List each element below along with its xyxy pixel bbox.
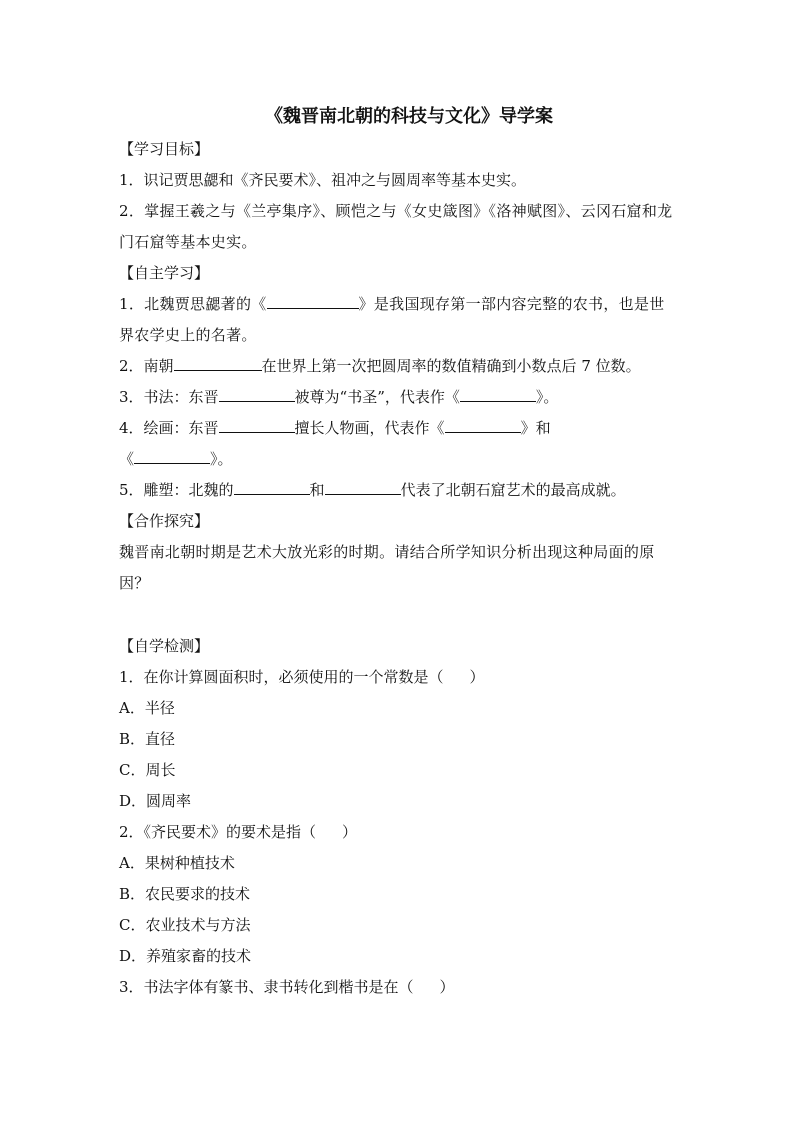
option-c[interactable]: C．周长 bbox=[119, 761, 176, 779]
fill-blank[interactable] bbox=[134, 447, 210, 464]
question-text: 擅长人物画，代表作《 bbox=[294, 419, 445, 437]
goal-item-2: 2．掌握王羲之与《兰亭集序》、顾恺之与《女史箴图》《洛神赋图》、云冈石窟和龙门石窟等基本史实。 bbox=[119, 202, 673, 251]
question-stem: 2．《齐民要术》的要术是指（ bbox=[119, 823, 317, 841]
question-text: 被尊为“书圣”，代表作《 bbox=[294, 388, 460, 406]
worksheet-page bbox=[119, 100, 679, 1003]
question-text: 3．书法：东晋 bbox=[119, 388, 219, 406]
section-heading-self-study: 【自主学习】 bbox=[119, 264, 210, 282]
fill-blank[interactable] bbox=[460, 385, 536, 402]
question-text: 》和 bbox=[520, 419, 551, 437]
self-study-question-2 bbox=[119, 351, 679, 382]
section-heading-goals: 【学习目标】 bbox=[119, 140, 210, 158]
check-question-1 bbox=[119, 662, 679, 693]
question-text: 《 bbox=[119, 450, 135, 468]
section-heading-cooperate: 【合作探究】 bbox=[119, 512, 210, 530]
check-question-2 bbox=[119, 817, 679, 848]
question-text: 2．南朝 bbox=[119, 357, 174, 375]
question-text: 4．绘画：东晋 bbox=[119, 419, 219, 437]
option-d[interactable]: D．圆周率 bbox=[119, 792, 192, 810]
check-question-3 bbox=[119, 972, 679, 1003]
self-study-question-3 bbox=[119, 382, 679, 413]
option-c[interactable]: C．农业技术与方法 bbox=[119, 916, 251, 934]
paren-close: ） bbox=[469, 668, 485, 686]
question-text: 和 bbox=[309, 481, 325, 499]
self-study-question-5 bbox=[119, 475, 679, 506]
question-text: 5．雕塑：北魏的 bbox=[119, 481, 234, 499]
fill-blank[interactable] bbox=[219, 416, 295, 433]
question-stem: 3．书法字体有篆书、隶书转化到楷书是在（ bbox=[119, 978, 414, 996]
fill-blank[interactable] bbox=[174, 354, 262, 371]
option-a[interactable]: A．半径 bbox=[119, 699, 175, 717]
cooperate-question: 魏晋南北朝时期是艺术大放光彩的时期。请结合所学知识分析出现这种局面的原因？ bbox=[119, 543, 655, 592]
question-text: 》。 bbox=[535, 388, 559, 406]
question-text: 》是我国现存第一部内容完整的农书，也是世界农学史上的名著。 bbox=[119, 295, 665, 344]
option-a[interactable]: A．果树种植技术 bbox=[119, 854, 235, 872]
question-text: 》。 bbox=[210, 450, 233, 468]
paren-close: ） bbox=[439, 978, 455, 996]
question-stem: 1．在你计算圆面积时，必须使用的一个常数是（ bbox=[119, 668, 444, 686]
option-b[interactable]: B．直径 bbox=[119, 730, 176, 748]
section-heading-check: 【自学检测】 bbox=[119, 637, 210, 655]
fill-blank[interactable] bbox=[267, 292, 359, 309]
paren-close: ） bbox=[342, 823, 358, 841]
question-text: 在世界上第一次把圆周率的数值精确到小数点后 7 位数。 bbox=[261, 357, 641, 375]
self-study-question-4-continued bbox=[119, 444, 679, 475]
option-b[interactable]: B．农民要求的技术 bbox=[119, 885, 251, 903]
self-study-question-1 bbox=[119, 289, 679, 351]
option-d[interactable]: D．养殖家畜的技术 bbox=[119, 947, 252, 965]
fill-blank[interactable] bbox=[234, 478, 310, 495]
goal-item-1: 1．识记贾思勰和《齐民要术》、祖冲之与圆周率等基本史实。 bbox=[119, 171, 527, 189]
answer-space[interactable] bbox=[119, 599, 679, 631]
fill-blank[interactable] bbox=[445, 416, 521, 433]
question-text: 代表了北朝石窟艺术的最高成就。 bbox=[400, 481, 626, 499]
self-study-question-4 bbox=[119, 413, 679, 444]
fill-blank[interactable] bbox=[219, 385, 295, 402]
fill-blank[interactable] bbox=[325, 478, 401, 495]
document-title: 《魏晋南北朝的科技与文化》导学案 bbox=[265, 106, 553, 127]
question-text: 1．北魏贾思勰著的《 bbox=[119, 295, 267, 313]
